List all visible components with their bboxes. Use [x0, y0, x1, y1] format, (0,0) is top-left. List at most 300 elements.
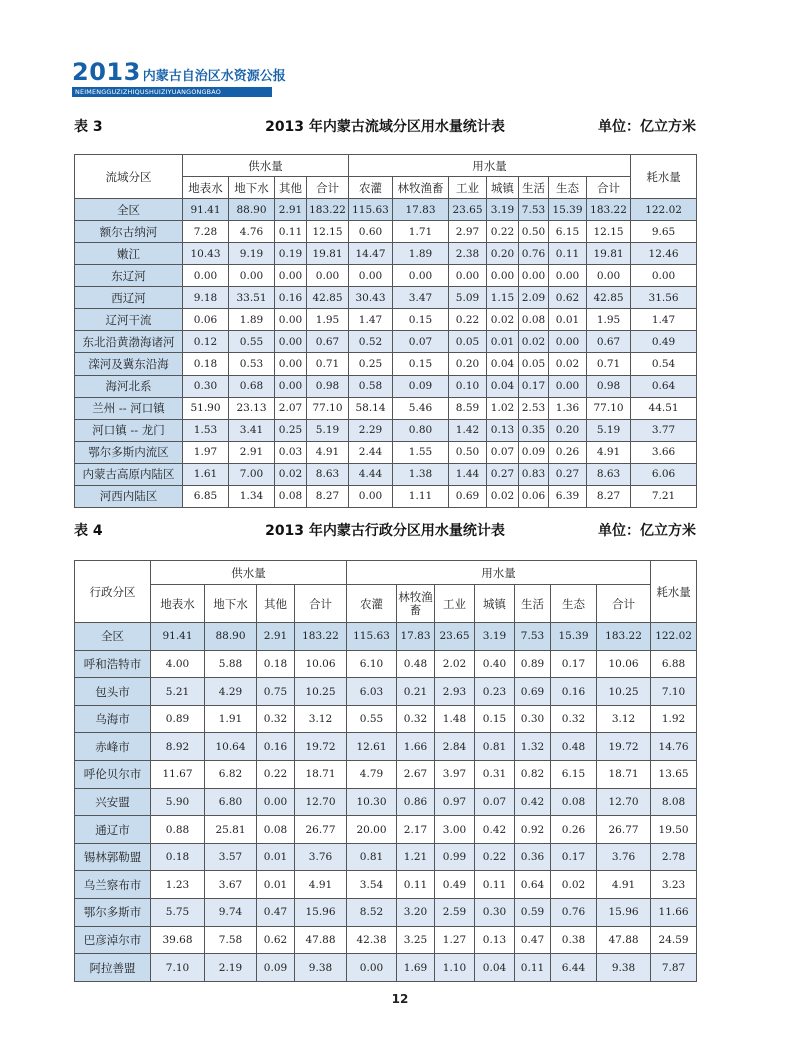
table-cell: 0.40: [475, 650, 515, 678]
table-cell: 5.90: [151, 788, 205, 816]
table-cell: 0.02: [519, 331, 549, 353]
row-label: 通辽市: [75, 816, 151, 844]
table-cell: 42.85: [587, 287, 631, 309]
table-row: [75, 485, 697, 507]
table-cell: 15.39: [549, 199, 587, 221]
table-cell: 15.96: [597, 899, 651, 927]
table-row: [75, 221, 697, 243]
admin-water-use-table: [74, 560, 697, 982]
table-cell: 0.00: [393, 265, 449, 287]
table-cell: 0.15: [475, 705, 515, 733]
row-label: 锡林郭勒盟: [75, 843, 151, 871]
table-row: [75, 463, 697, 485]
table-cell: 183.22: [295, 623, 347, 651]
table3-col-header: 合计: [307, 177, 349, 199]
table4-col-header: 工业: [435, 585, 475, 623]
table-cell: 0.00: [307, 265, 349, 287]
table-cell: 3.66: [631, 441, 697, 463]
table-row: [75, 926, 697, 954]
table-cell: 12.70: [295, 788, 347, 816]
table-cell: 0.00: [275, 265, 307, 287]
table-cell: 0.18: [183, 353, 229, 375]
table-cell: 0.08: [275, 485, 307, 507]
table-row: [75, 705, 697, 733]
table-cell: 0.25: [349, 353, 393, 375]
table-cell: 9.74: [205, 899, 257, 927]
table-cell: 0.62: [549, 287, 587, 309]
table3-col-header: 农灌: [349, 177, 393, 199]
table-cell: 7.58: [205, 926, 257, 954]
table-cell: 58.14: [349, 397, 393, 419]
table-cell: 0.16: [257, 733, 295, 761]
row-label: 全区: [75, 199, 183, 221]
table-cell: 91.41: [183, 199, 229, 221]
table-cell: 0.49: [631, 331, 697, 353]
table-cell: 2.93: [435, 678, 475, 706]
table-cell: 6.03: [347, 678, 397, 706]
table-cell: 1.38: [393, 463, 449, 485]
table-cell: 19.72: [295, 733, 347, 761]
table4-number: 表 4: [74, 523, 103, 539]
table-cell: 19.72: [597, 733, 651, 761]
table-cell: 13.65: [651, 761, 697, 789]
table-cell: 1.97: [183, 441, 229, 463]
table-cell: 0.23: [475, 678, 515, 706]
table-cell: 0.98: [587, 375, 631, 397]
table-cell: 0.50: [449, 441, 487, 463]
table-cell: 1.95: [307, 309, 349, 331]
table-cell: 17.83: [393, 199, 449, 221]
row-label: 东辽河: [75, 265, 183, 287]
table4-caption: [74, 520, 696, 542]
table-cell: 2.44: [349, 441, 393, 463]
table-cell: 3.20: [397, 899, 435, 927]
table3-row-header: 流域分区: [75, 155, 183, 199]
table-cell: 1.47: [631, 309, 697, 331]
table4-col-header: 地表水: [151, 585, 205, 623]
table-row: [75, 733, 697, 761]
table-cell: 0.27: [549, 463, 587, 485]
table-cell: 0.05: [519, 353, 549, 375]
table-cell: 2.38: [449, 243, 487, 265]
table-cell: 0.98: [307, 375, 349, 397]
table-row: [75, 816, 697, 844]
table-cell: 1.61: [183, 463, 229, 485]
table-cell: 9.18: [183, 287, 229, 309]
table-cell: 0.54: [631, 353, 697, 375]
table-cell: 6.85: [183, 485, 229, 507]
table-cell: 0.00: [587, 265, 631, 287]
table-cell: 2.59: [435, 899, 475, 927]
table-row: [75, 375, 697, 397]
table-cell: 30.43: [349, 287, 393, 309]
table-cell: 0.22: [257, 761, 295, 789]
table3-col-header: 地下水: [229, 177, 275, 199]
table-cell: 51.90: [183, 397, 229, 419]
table-cell: 4.91: [295, 871, 347, 899]
table-cell: 0.06: [519, 485, 549, 507]
table-cell: 1.15: [487, 287, 519, 309]
table-cell: 0.31: [475, 761, 515, 789]
table-cell: 0.42: [475, 816, 515, 844]
table-cell: 7.21: [631, 485, 697, 507]
table-cell: 0.02: [275, 463, 307, 485]
table-cell: 6.10: [347, 650, 397, 678]
table-cell: 0.08: [551, 788, 597, 816]
table-cell: 0.81: [347, 843, 397, 871]
table-row: [75, 843, 697, 871]
table-cell: 7.87: [651, 954, 697, 982]
brand-subtitle: NEIMENGGUZIZHIQUSHUIZIYUANGONGBAO: [72, 87, 272, 97]
table-row: [75, 199, 697, 221]
table-cell: 6.39: [549, 485, 587, 507]
table4-col-header: 地下水: [205, 585, 257, 623]
table-cell: 0.00: [229, 265, 275, 287]
table3-number: 表 3: [74, 119, 103, 135]
table-cell: 23.13: [229, 397, 275, 419]
table-cell: 2.02: [435, 650, 475, 678]
table-cell: 2.17: [397, 816, 435, 844]
table-cell: 33.51: [229, 287, 275, 309]
table-cell: 42.85: [307, 287, 349, 309]
table-cell: 19.81: [587, 243, 631, 265]
table-cell: 0.00: [183, 265, 229, 287]
table-cell: 0.42: [515, 788, 551, 816]
table-cell: 0.00: [275, 353, 307, 375]
table-cell: 4.00: [151, 650, 205, 678]
table-cell: 0.58: [349, 375, 393, 397]
table-cell: 0.15: [393, 309, 449, 331]
table-cell: 183.22: [597, 623, 651, 651]
table-cell: 0.25: [275, 419, 307, 441]
table-cell: 0.53: [229, 353, 275, 375]
table3-consumption-header: 耗水量: [631, 155, 697, 199]
table-cell: 3.76: [295, 843, 347, 871]
table-cell: 0.19: [275, 243, 307, 265]
table-cell: 1.92: [651, 705, 697, 733]
table-cell: 1.42: [449, 419, 487, 441]
table-cell: 88.90: [229, 199, 275, 221]
table-cell: 0.32: [257, 705, 295, 733]
table-cell: 0.10: [449, 375, 487, 397]
table-row: [75, 397, 697, 419]
row-label: 乌兰察布市: [75, 871, 151, 899]
table-cell: 4.91: [587, 441, 631, 463]
table-cell: 0.02: [551, 871, 597, 899]
table-cell: 3.12: [295, 705, 347, 733]
table-cell: 0.71: [587, 353, 631, 375]
table-cell: 4.29: [205, 678, 257, 706]
table-cell: 5.88: [205, 650, 257, 678]
table-cell: 4.91: [307, 441, 349, 463]
table-cell: 0.30: [183, 375, 229, 397]
table-cell: 0.00: [275, 375, 307, 397]
table-cell: 0.59: [515, 899, 551, 927]
table3-col-header: 合计: [587, 177, 631, 199]
table-cell: 0.69: [449, 485, 487, 507]
table4-supply-header: 供水量: [151, 561, 347, 585]
table-cell: 0.48: [551, 733, 597, 761]
table3-col-header: 其他: [275, 177, 307, 199]
table-cell: 0.02: [487, 485, 519, 507]
table-cell: 0.05: [449, 331, 487, 353]
table-cell: 1.34: [229, 485, 275, 507]
table-cell: 9.38: [597, 954, 651, 982]
table-cell: 0.00: [549, 331, 587, 353]
table4-row-header: 行政分区: [75, 561, 151, 623]
table-cell: 2.09: [519, 287, 549, 309]
table-cell: 10.06: [295, 650, 347, 678]
table-cell: 9.65: [631, 221, 697, 243]
table-cell: 11.67: [151, 761, 205, 789]
table-cell: 0.49: [435, 871, 475, 899]
row-label: 全区: [75, 623, 151, 651]
table-cell: 1.91: [205, 705, 257, 733]
table-cell: 183.22: [587, 199, 631, 221]
table-cell: 9.38: [295, 954, 347, 982]
table-cell: 1.10: [435, 954, 475, 982]
table-cell: 18.71: [597, 761, 651, 789]
table-cell: 10.06: [597, 650, 651, 678]
table-cell: 19.81: [307, 243, 349, 265]
table-cell: 0.04: [487, 375, 519, 397]
table-cell: 3.57: [205, 843, 257, 871]
table-cell: 1.89: [229, 309, 275, 331]
row-label: 呼和浩特市: [75, 650, 151, 678]
table-row: [75, 788, 697, 816]
table-cell: 0.04: [487, 353, 519, 375]
table-cell: 88.90: [205, 623, 257, 651]
table-cell: 0.20: [449, 353, 487, 375]
table-cell: 3.76: [597, 843, 651, 871]
table4-col-header: 农灌: [347, 585, 397, 623]
table-cell: 0.00: [487, 265, 519, 287]
row-label: 兴安盟: [75, 788, 151, 816]
table-cell: 4.76: [229, 221, 275, 243]
table-cell: 6.06: [631, 463, 697, 485]
table4-col-header: 生活: [515, 585, 551, 623]
table-cell: 0.80: [393, 419, 449, 441]
table-cell: 0.18: [151, 843, 205, 871]
table-cell: 3.23: [651, 871, 697, 899]
table4-title: 2013 年内蒙古行政分区用水量统计表: [265, 523, 505, 539]
table-cell: 0.75: [257, 678, 295, 706]
row-label: 包头市: [75, 678, 151, 706]
table-cell: 8.92: [151, 733, 205, 761]
table-cell: 3.77: [631, 419, 697, 441]
row-label: 河西内陆区: [75, 485, 183, 507]
table-cell: 0.76: [551, 899, 597, 927]
table-cell: 0.22: [475, 843, 515, 871]
table-cell: 0.16: [275, 287, 307, 309]
table-cell: 2.78: [651, 843, 697, 871]
table3-col-header: 地表水: [183, 177, 229, 199]
table-cell: 8.27: [307, 485, 349, 507]
table3-col-header: 生活: [519, 177, 549, 199]
table-row: [75, 331, 697, 353]
table-cell: 0.20: [549, 419, 587, 441]
table-cell: 0.00: [347, 954, 397, 982]
table-cell: 0.12: [183, 331, 229, 353]
table-cell: 3.97: [435, 761, 475, 789]
table-cell: 24.59: [651, 926, 697, 954]
table-cell: 3.00: [435, 816, 475, 844]
table-cell: 7.00: [229, 463, 275, 485]
table-cell: 14.47: [349, 243, 393, 265]
table-cell: 10.30: [347, 788, 397, 816]
table-cell: 10.64: [205, 733, 257, 761]
table-cell: 0.20: [487, 243, 519, 265]
table-cell: 15.39: [551, 623, 597, 651]
table-row: [75, 243, 697, 265]
table-cell: 0.08: [257, 816, 295, 844]
table3-col-header: 生态: [549, 177, 587, 199]
table-cell: 1.36: [549, 397, 587, 419]
table-row: [75, 287, 697, 309]
row-label: 乌海市: [75, 705, 151, 733]
table4-use-header: 用水量: [347, 561, 651, 585]
table-cell: 5.21: [151, 678, 205, 706]
table-cell: 0.47: [515, 926, 551, 954]
table-cell: 12.70: [597, 788, 651, 816]
table-row: [75, 309, 697, 331]
table4-unit: 单位：亿立方米: [598, 523, 696, 539]
table-cell: 0.67: [587, 331, 631, 353]
table-cell: 20.00: [347, 816, 397, 844]
row-label: 内蒙古高原内陆区: [75, 463, 183, 485]
table-cell: 18.71: [295, 761, 347, 789]
table-cell: 0.11: [515, 954, 551, 982]
table4-consumption-header: 耗水量: [651, 561, 697, 623]
table3-unit: 单位：亿立方米: [598, 119, 696, 135]
table-row: [75, 761, 697, 789]
table4-col-header: 其他: [257, 585, 295, 623]
table-cell: 1.48: [435, 705, 475, 733]
table-row: [75, 441, 697, 463]
table-cell: 1.95: [587, 309, 631, 331]
table-cell: 0.01: [257, 843, 295, 871]
table-cell: 1.89: [393, 243, 449, 265]
table-cell: 7.28: [183, 221, 229, 243]
table-cell: 17.83: [397, 623, 435, 651]
table-cell: 0.00: [519, 265, 549, 287]
table-cell: 6.82: [205, 761, 257, 789]
table-cell: 2.29: [349, 419, 393, 441]
table-cell: 1.11: [393, 485, 449, 507]
table-cell: 2.91: [229, 441, 275, 463]
table-cell: 0.07: [393, 331, 449, 353]
brand-title: 内蒙古自治区水资源公报: [142, 69, 286, 84]
table-row: [75, 265, 697, 287]
table-cell: 0.00: [275, 309, 307, 331]
table-cell: 12.15: [587, 221, 631, 243]
table-cell: 0.35: [519, 419, 549, 441]
table-cell: 0.47: [257, 899, 295, 927]
table-cell: 2.19: [205, 954, 257, 982]
table-cell: 183.22: [307, 199, 349, 221]
table-cell: 77.10: [307, 397, 349, 419]
table3-caption: [74, 116, 696, 138]
page-number: 12: [391, 992, 409, 1006]
table-cell: 12.61: [347, 733, 397, 761]
table-cell: 0.09: [257, 954, 295, 982]
table-cell: 6.44: [551, 954, 597, 982]
table-cell: 0.99: [435, 843, 475, 871]
table-cell: 5.75: [151, 899, 205, 927]
table-cell: 44.51: [631, 397, 697, 419]
row-label: 巴彦淖尔市: [75, 926, 151, 954]
table-cell: 0.76: [519, 243, 549, 265]
table-cell: 1.21: [397, 843, 435, 871]
table-cell: 0.32: [397, 705, 435, 733]
row-label: 呼伦贝尔市: [75, 761, 151, 789]
table-cell: 5.19: [587, 419, 631, 441]
brand-year: 2013: [72, 58, 141, 86]
table-cell: 8.52: [347, 899, 397, 927]
table-cell: 1.02: [487, 397, 519, 419]
table-cell: 7.10: [651, 678, 697, 706]
table-cell: 0.11: [475, 871, 515, 899]
table-cell: 0.11: [549, 243, 587, 265]
table-cell: 0.01: [549, 309, 587, 331]
table-cell: 5.46: [393, 397, 449, 419]
basin-water-use-table: [74, 154, 697, 508]
table-cell: 0.18: [257, 650, 295, 678]
table-cell: 1.55: [393, 441, 449, 463]
table-cell: 26.77: [295, 816, 347, 844]
table-cell: 0.22: [449, 309, 487, 331]
table-cell: 0.88: [151, 816, 205, 844]
table-cell: 0.00: [275, 331, 307, 353]
table-cell: 115.63: [349, 199, 393, 221]
table-cell: 0.17: [551, 843, 597, 871]
table-cell: 0.00: [349, 265, 393, 287]
table-row: [75, 954, 697, 982]
table-cell: 0.09: [519, 441, 549, 463]
table3-col-header: 城镇: [487, 177, 519, 199]
row-label: 鄂尔多斯内流区: [75, 441, 183, 463]
table-cell: 77.10: [587, 397, 631, 419]
table-row: [75, 650, 697, 678]
table-cell: 8.27: [587, 485, 631, 507]
table3-col-header: 工业: [449, 177, 487, 199]
report-brand: [72, 58, 292, 97]
table-cell: 0.11: [275, 221, 307, 243]
table-cell: 19.50: [651, 816, 697, 844]
table-cell: 0.00: [349, 485, 393, 507]
table-cell: 7.53: [519, 199, 549, 221]
table-cell: 0.55: [347, 705, 397, 733]
table-cell: 0.30: [515, 705, 551, 733]
table-cell: 2.67: [397, 761, 435, 789]
table-cell: 47.88: [597, 926, 651, 954]
table-cell: 122.02: [631, 199, 697, 221]
table-cell: 0.69: [515, 678, 551, 706]
row-label: 阿拉善盟: [75, 954, 151, 982]
table-cell: 11.66: [651, 899, 697, 927]
table-cell: 0.52: [349, 331, 393, 353]
table-cell: 1.27: [435, 926, 475, 954]
table-cell: 1.53: [183, 419, 229, 441]
table3-use-header: 用水量: [349, 155, 631, 177]
table-cell: 15.96: [295, 899, 347, 927]
table-cell: 115.63: [347, 623, 397, 651]
table-cell: 10.43: [183, 243, 229, 265]
table3-title: 2013 年内蒙古流域分区用水量统计表: [265, 119, 505, 135]
table4-col-header: 林牧渔畜: [397, 585, 435, 623]
table-cell: 0.60: [349, 221, 393, 243]
table-cell: 3.12: [597, 705, 651, 733]
